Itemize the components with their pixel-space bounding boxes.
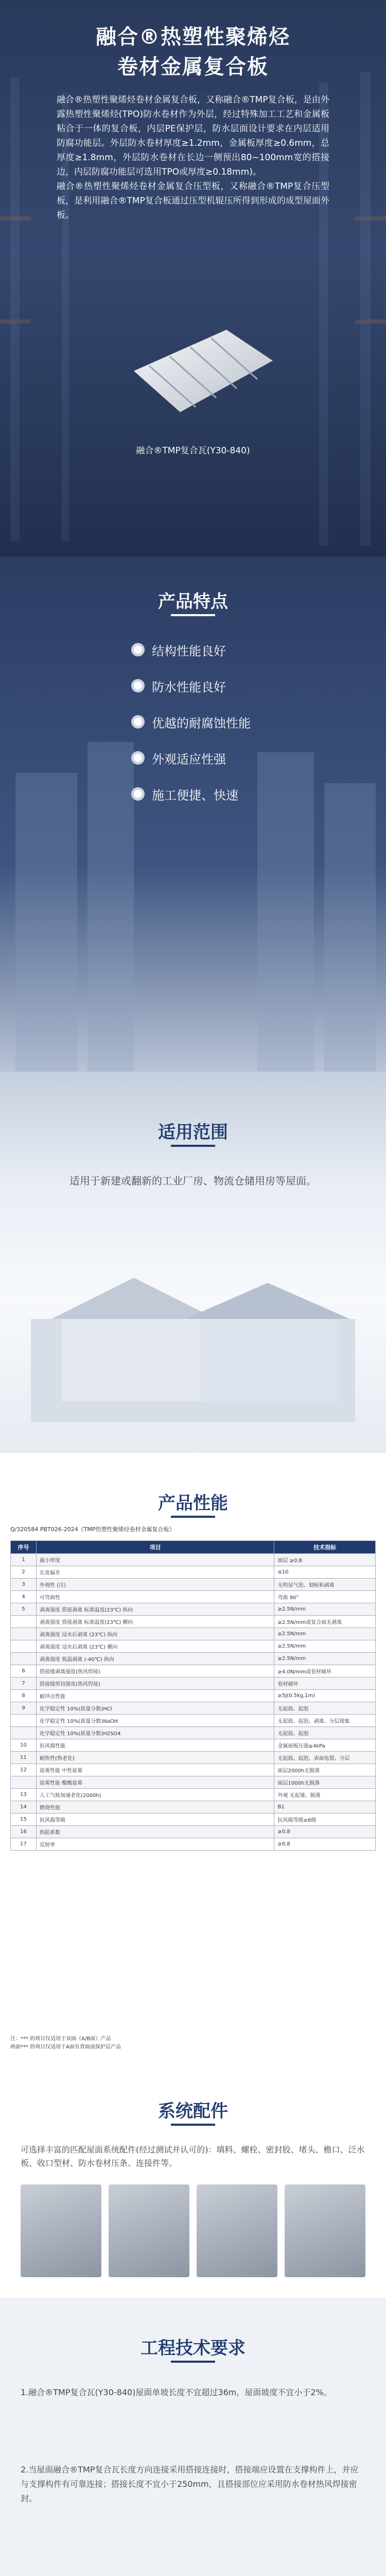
table-cell-item: 抗风揭性能 bbox=[37, 1739, 274, 1752]
table-row bbox=[11, 1677, 376, 1690]
table-cell-index bbox=[11, 1715, 37, 1727]
table-cell-value: ≥0.8 bbox=[274, 1826, 376, 1838]
table-cell-item: 搭接缝剪切强度(热风焊接) bbox=[37, 1677, 274, 1690]
table-cell-index: 16 bbox=[11, 1826, 37, 1838]
performance-title: 产品性能 bbox=[158, 1493, 228, 1514]
table-row bbox=[11, 1591, 376, 1603]
table-cell-item: 反射率 bbox=[37, 1838, 274, 1851]
hero-intro-paragraph-2: 融合®热塑性聚烯烃卷材金属复合压型板，又称融合®TMP复合压型板，是利用融合®TMP复合板通过压型机辊压所得到形成的成型屋面外板。 bbox=[57, 181, 329, 221]
table-cell-value: ≥2.5N/mm或复合面无剥离 bbox=[274, 1616, 376, 1628]
table-cell-index: 14 bbox=[11, 1801, 37, 1814]
table-cell-item: 剥离强度 搭接剥离 标准温度(23℃) 纵向 bbox=[37, 1603, 274, 1616]
table-cell-item: 抗风揭等级 bbox=[37, 1814, 274, 1826]
table-row bbox=[11, 1764, 376, 1776]
engineering-title-underline bbox=[171, 2361, 215, 2363]
table-row bbox=[11, 1801, 376, 1814]
table-cell-item: 剥离强度 浸水后剥离 (23℃) 横向 bbox=[37, 1640, 274, 1653]
hero-intro bbox=[57, 93, 329, 223]
hero-intro-paragraph-1: 融合®热塑性聚烯烃卷材金属复合板，又称融合®TMP复合板，是由外露热塑性聚烯烃(TPO)防水卷材作为外层，经过特殊加工工艺和金属板粘合于一体的复合板，内层PE保护层，防水层面设计要求在内层适用防腐功能层。外层防水卷材厚度≥1.2mm，金属板厚度≥0.6mm，总厚度≥1.8mm，外层防水卷材在长边一侧预出80~100mm宽的搭接边，内层防腐功能层可选用TPO或厚度≥0.18mm)。 bbox=[57, 95, 329, 177]
table-cell-value: 无起鼓、起泡、剥离、分层现象 bbox=[274, 1715, 376, 1727]
spec-table bbox=[10, 1540, 376, 1851]
table-cell-item: 化学稳定性 10%(质量分数)HCl bbox=[37, 1702, 274, 1715]
warehouse-background bbox=[0, 0, 386, 556]
table-cell-index: 10 bbox=[11, 1739, 37, 1752]
table-row bbox=[11, 1776, 376, 1789]
table-cell-item: 盐雾性能 中性盐雾 bbox=[37, 1764, 274, 1776]
table-cell-item: 盐雾性能 醋酸盐雾 bbox=[37, 1776, 274, 1789]
bullet-icon bbox=[131, 643, 145, 656]
table-cell-item: 外观性 (注) bbox=[37, 1579, 274, 1591]
table-row bbox=[11, 1715, 376, 1727]
feature-item: 外观适应性强 bbox=[131, 742, 296, 774]
table-cell-value: 无明显气泡、划痕和剥离 bbox=[274, 1579, 376, 1591]
table-cell-index: 4 bbox=[11, 1591, 37, 1603]
table-cell-item: 剥离强度 浸水后剥离 (23℃) 纵向 bbox=[37, 1628, 274, 1640]
table-row bbox=[11, 1603, 376, 1616]
accessory-image bbox=[285, 2184, 365, 2277]
table-cell-index bbox=[11, 1653, 37, 1665]
table-cell-item: 可弯曲性 bbox=[37, 1591, 274, 1603]
table-cell-index: 6 bbox=[11, 1665, 37, 1677]
table-cell-index: 15 bbox=[11, 1814, 37, 1826]
table-cell-value: 抗风揭等级≥6级 bbox=[274, 1814, 376, 1826]
table-cell-item: 最小厚度 bbox=[37, 1554, 274, 1566]
table-row bbox=[11, 1665, 376, 1677]
table-row bbox=[11, 1690, 376, 1702]
table-cell-index: 1 bbox=[11, 1554, 37, 1566]
table-row bbox=[11, 1579, 376, 1591]
accessories-section bbox=[0, 2081, 386, 2298]
table-cell-index bbox=[11, 1640, 37, 1653]
table-row bbox=[11, 1727, 376, 1739]
table-cell-value: 面层2000h无脱落 bbox=[274, 1764, 376, 1776]
table-cell-value: 无起鼓、起泡 bbox=[274, 1702, 376, 1715]
table-cell-value: B1 bbox=[274, 1801, 376, 1814]
bullet-icon bbox=[131, 679, 145, 692]
table-cell-index: 2 bbox=[11, 1566, 37, 1579]
engineering-title: 工程技术要求 bbox=[141, 2338, 245, 2359]
table-row bbox=[11, 1838, 376, 1851]
feature-item: 结构性能良好 bbox=[131, 634, 296, 666]
scope-description: 适用于新建或翻新的工业厂房、物流仓储用房等屋面。 bbox=[69, 1175, 317, 1187]
table-cell-item: 剥离强度 搭接剥离 标准温度(23℃) 横向 bbox=[37, 1616, 274, 1628]
table-note-1: 注：*** 的项目仅适用于双面（A/B面）产品 bbox=[10, 2036, 111, 2042]
table-cell-value: 面层 ≥0.8 bbox=[274, 1554, 376, 1566]
engineering-paragraph-2: 2.当屋面融合®TMP复合瓦长度方向连接采用搭接连接时，搭接端应设置在支撑构件上，并应与支撑构件有可靠连接；搭接长度不宜小于250mm，且搭接部位应采用防水卷材热风焊接密封。 bbox=[21, 2465, 359, 2503]
table-row bbox=[11, 1554, 376, 1566]
table-cell-index bbox=[11, 1727, 37, 1739]
table-cell-value: 无起鼓、起泡、表面龟裂、分层 bbox=[274, 1752, 376, 1764]
performance-section bbox=[0, 1453, 386, 2081]
table-cell-index bbox=[11, 1628, 37, 1640]
table-cell-value: ≥2.5N/mm bbox=[274, 1653, 376, 1665]
engineering-section bbox=[0, 2298, 386, 2576]
table-cell-value: 外观 无起皱、脱落 bbox=[274, 1789, 376, 1801]
table-cell-index: 5 bbox=[11, 1603, 37, 1616]
factory-image bbox=[31, 1236, 355, 1422]
table-cell-item: 燃烧性能 bbox=[37, 1801, 274, 1814]
table-cell-value: ≥0.8 bbox=[274, 1838, 376, 1851]
table-cell-value: 金属面板压强≥4kPa bbox=[274, 1739, 376, 1752]
table-notes bbox=[10, 2035, 121, 2052]
feature-item: 施工便捷、快速 bbox=[131, 778, 296, 810]
accessories-images bbox=[21, 2184, 365, 2277]
table-cell-value: 卷材破坏 bbox=[274, 1677, 376, 1690]
table-row bbox=[11, 1789, 376, 1801]
table-row bbox=[11, 1702, 376, 1715]
table-cell-item: 剥离强度 低温剥离 (-40℃) 纵向 bbox=[37, 1653, 274, 1665]
scope-title-underline bbox=[171, 1145, 215, 1147]
table-cell-item: 化学稳定性 10%(质量分数)NaOH bbox=[37, 1715, 274, 1727]
table-cell-value: ≥4.0N/mm或卷材破坏 bbox=[274, 1665, 376, 1677]
table-row bbox=[11, 1826, 376, 1838]
table-cell-item: 人工气候加速老化(2000h) bbox=[37, 1789, 274, 1801]
table-cell-value: ≥5J(0.5kg,1m) bbox=[274, 1690, 376, 1702]
engineering-paragraph-1: 1.融合®TMP复合瓦(Y30-840)屋面单坡长度不宜超过36m，屋面坡度不宜小于2%。 bbox=[21, 2387, 332, 2397]
hero-section bbox=[0, 0, 386, 556]
accessory-image bbox=[21, 2184, 101, 2277]
feature-item: 优越的耐腐蚀性能 bbox=[131, 706, 296, 738]
panel-caption: 融合®TMP复合瓦(Y30-840) bbox=[136, 446, 250, 456]
table-cell-value: ≥2.5N/mm bbox=[274, 1640, 376, 1653]
table-cell-value: ≥2.5N/mm bbox=[274, 1628, 376, 1640]
table-row bbox=[11, 1739, 376, 1752]
bullet-icon bbox=[131, 751, 145, 765]
table-cell-item: 热阻系数 bbox=[37, 1826, 274, 1838]
table-cell-index: 13 bbox=[11, 1789, 37, 1801]
feature-item: 防水性能良好 bbox=[131, 670, 296, 702]
table-cell-item: 化学稳定性 10%(质量分数)H2SO4 bbox=[37, 1727, 274, 1739]
table-cell-value: 面层1000h无脱落 bbox=[274, 1776, 376, 1789]
table-cell-item: 耐冲击性能 bbox=[37, 1690, 274, 1702]
table-row bbox=[11, 1566, 376, 1579]
table-cell-value: 无起鼓、起泡 bbox=[274, 1727, 376, 1739]
accessories-description: 可选择丰富的匹配屋面系统配件(经过测试并认可的)：填料、螺栓、密封胶、堵头、檐口、泛水板、收口型材、防水卷材压条、连接件等。 bbox=[21, 2145, 365, 2168]
table-row bbox=[11, 1752, 376, 1764]
table-cell-index: 11 bbox=[11, 1752, 37, 1764]
scope-section bbox=[0, 1072, 386, 1453]
accessory-image bbox=[197, 2184, 277, 2277]
scope-title: 适用范围 bbox=[158, 1122, 228, 1143]
table-cell-index: 8 bbox=[11, 1690, 37, 1702]
standard-reference: Q/320584 PBT026-2024《TMP热塑性聚烯烃卷材金属复合板》 bbox=[10, 1526, 175, 1533]
hero-title-line2: 卷材金属复合板 bbox=[117, 55, 269, 79]
accessories-title-underline bbox=[171, 2124, 215, 2126]
table-cell-index: 17 bbox=[11, 1838, 37, 1851]
table-cell-index: 9 bbox=[11, 1702, 37, 1715]
table-header-row: 序号 项目 技术指标 bbox=[11, 1541, 376, 1554]
accessory-image bbox=[109, 2184, 189, 2277]
bullet-icon bbox=[131, 787, 145, 801]
table-cell-index bbox=[11, 1776, 37, 1789]
features-section bbox=[0, 556, 386, 1072]
table-row bbox=[11, 1814, 376, 1826]
table-cell-value: ≥2.5N/mm bbox=[274, 1603, 376, 1616]
table-cell-index: 3 bbox=[11, 1579, 37, 1591]
features-title: 产品特点 bbox=[158, 591, 228, 612]
table-row bbox=[11, 1653, 376, 1665]
features-title-underline bbox=[171, 614, 215, 616]
table-cell-value: 弯曲 90° bbox=[274, 1591, 376, 1603]
performance-title-underline bbox=[171, 1516, 215, 1518]
hero-title-line1: 融合®热塑性聚烯烃 bbox=[96, 25, 290, 49]
table-cell-value: ≤10 bbox=[274, 1566, 376, 1579]
table-cell-index: 7 bbox=[11, 1677, 37, 1690]
table-cell-item: 耐热性(热老化) bbox=[37, 1752, 274, 1764]
table-row bbox=[11, 1616, 376, 1628]
accessories-title: 系统配件 bbox=[158, 2101, 228, 2122]
table-cell-item: 搭接缝剥离强度(热风焊接) bbox=[37, 1665, 274, 1677]
table-cell-index bbox=[11, 1616, 37, 1628]
table-cell-item: 长宽偏差 bbox=[37, 1566, 274, 1579]
composite-panel-image bbox=[124, 309, 278, 433]
table-note-2: 两面*** 的项目仅适用于A面有背面或保护层产品 bbox=[10, 2044, 121, 2050]
table-row bbox=[11, 1640, 376, 1653]
bullet-icon bbox=[131, 715, 145, 728]
table-row bbox=[11, 1628, 376, 1640]
table-cell-index: 12 bbox=[11, 1764, 37, 1776]
